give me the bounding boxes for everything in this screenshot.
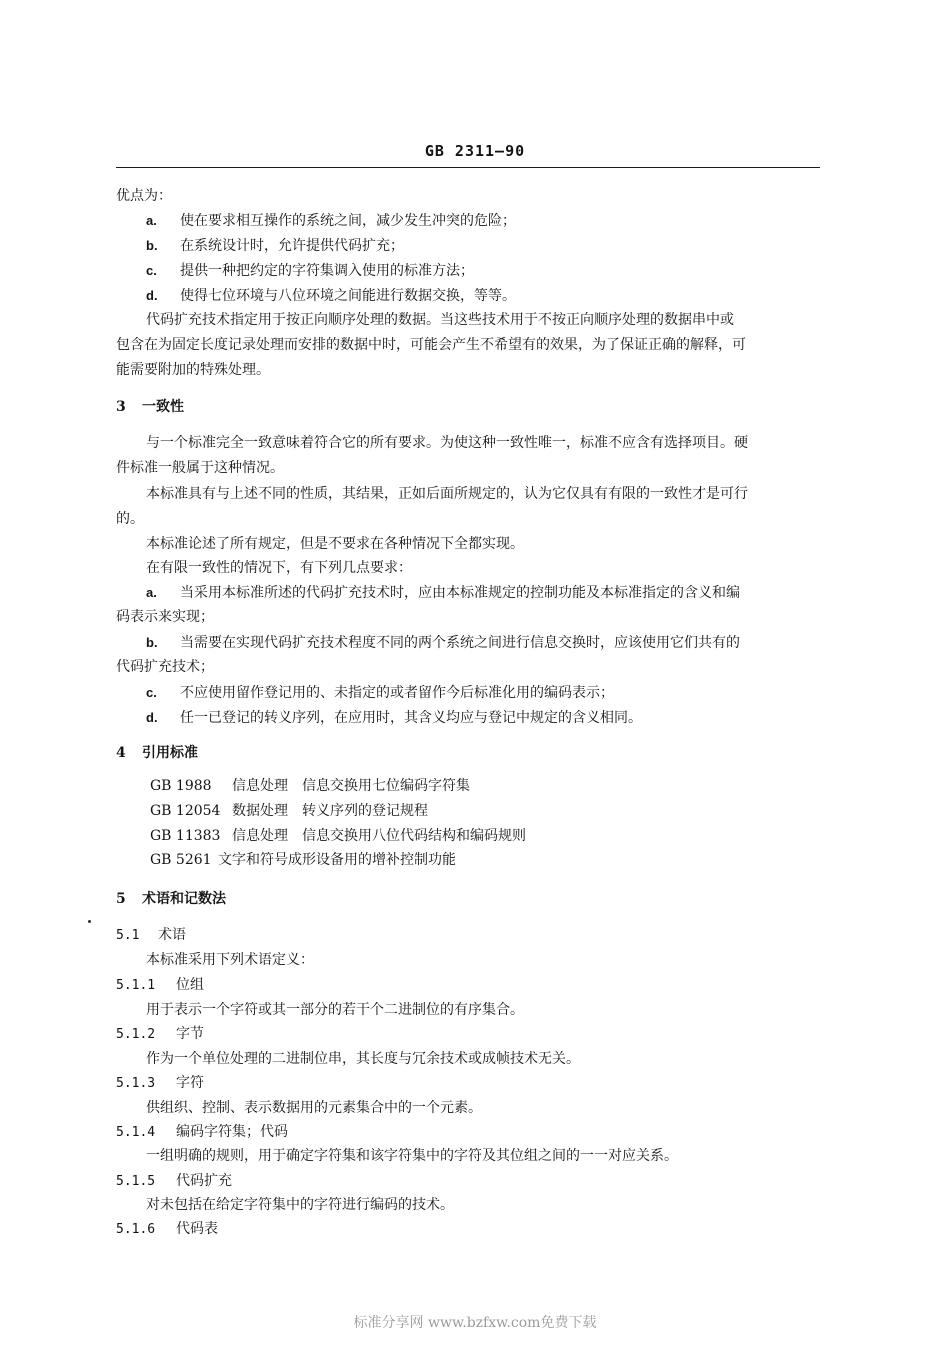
intro-item-c	[146, 258, 474, 284]
intro-item-d	[146, 283, 516, 309]
section-title: 术语和记数法	[142, 891, 226, 907]
term-definition: 用于表示一个字符或其一部分的若干个二进制位的有序集合。	[146, 1002, 524, 1018]
s3-p3: 本标准论述了所有规定，但是不要求在各种情况下全都实现。	[146, 536, 524, 552]
subsection-title: 术语	[158, 927, 186, 943]
item-label: d.	[146, 710, 158, 725]
term-number: 5.1.5	[116, 1174, 156, 1189]
section-title: 引用标准	[142, 745, 198, 761]
item-text: 使在要求相互操作的系统之间，减少发生冲突的危险；	[180, 213, 516, 229]
reference-title: 信息处理 信息交换用八位代码结构和编码规则	[232, 828, 526, 844]
item-label: a.	[146, 585, 157, 600]
reference-code: GB 1988	[150, 778, 212, 794]
item-text: 当需要在实现代码扩充技术程度不同的两个系统之间进行信息交换时，应该使用它们共有的	[180, 635, 740, 651]
s3-p4: 在有限一致性的情况下，有下列几点要求：	[146, 560, 412, 576]
intro-item-b	[146, 233, 404, 259]
item-label: a.	[146, 213, 157, 228]
item-label: d.	[146, 288, 158, 303]
item-label: b.	[146, 635, 158, 650]
term-heading	[116, 1120, 288, 1145]
reference-item	[150, 824, 526, 849]
term-number: 5.1.3	[116, 1076, 156, 1091]
watermark-footer: 标准分享网 www.bzfxw.com免费下载	[353, 1315, 597, 1331]
header-rule	[116, 167, 820, 168]
item-text: 使得七位环境与八位环境之间能进行数据交换，等等。	[180, 288, 516, 304]
item-text: 提供一种把约定的字符集调入使用的标准方法；	[180, 263, 474, 279]
section-4-heading	[116, 741, 198, 766]
section-title: 一致性	[142, 399, 184, 415]
term-number: 5.1.2	[116, 1027, 156, 1042]
item-label: b.	[146, 238, 158, 253]
section-3-heading	[116, 395, 184, 420]
reference-code: GB 5261	[150, 852, 212, 868]
term-title: 代码表	[176, 1221, 218, 1237]
intro-para-line: 代码扩充技术指定用于按正向顺序处理的数据。当这些技术用于不按正向顺序处理的数据串中或	[146, 312, 734, 328]
reference-item	[150, 774, 470, 799]
s3-p1-line: 与一个标准完全一致意味着符合它的所有要求。为使这种一致性唯一，标准不应含有选择项目。硬	[146, 435, 748, 451]
subsection-5-1	[116, 923, 186, 948]
item-text: 不应使用留作登记用的、未指定的或者留作今后标准化用的编码表示；	[180, 685, 614, 701]
s3-item-d	[146, 705, 642, 731]
intro-title: 优点为：	[116, 188, 172, 204]
intro-item-a	[146, 208, 516, 234]
term-definition: 供组织、控制、表示数据用的元素集合中的一个元素。	[146, 1100, 482, 1116]
term-title: 字节	[176, 1026, 204, 1042]
item-text: 任一已登记的转义序列，在应用时，其含义均应与登记中规定的含义相同。	[180, 710, 642, 726]
term-heading	[116, 1071, 204, 1096]
scan-speck	[88, 920, 91, 923]
s3-item-a-cont: 码表示来实现；	[116, 609, 214, 625]
term-title: 代码扩充	[176, 1173, 232, 1189]
term-heading	[116, 1217, 218, 1242]
s3-p2-line: 的。	[116, 511, 144, 527]
term-definition: 作为一个单位处理的二进制位串，其长度与冗余技术或成帧技术无关。	[146, 1051, 580, 1067]
s3-p1-line: 件标准一般属于这种情况。	[116, 460, 284, 476]
page-header: GB 2311—90	[424, 142, 526, 160]
s3-item-a	[146, 580, 740, 606]
reference-title: 文字和符号成形设备用的增补控制功能	[218, 852, 456, 868]
term-title: 字符	[176, 1075, 204, 1091]
reference-item	[150, 848, 456, 873]
item-text: 当采用本标准所述的代码扩充技术时，应由本标准规定的控制功能及本标准指定的含义和编	[180, 585, 740, 601]
s3-item-b-cont: 代码扩充技术；	[116, 659, 214, 675]
section-number: 4	[116, 745, 126, 761]
term-number: 5.1.1	[116, 978, 156, 993]
term-number: 5.1.6	[116, 1222, 156, 1237]
term-definition: 一组明确的规则，用于确定字符集和该字符集中的字符及其位组之间的一一对应关系。	[146, 1148, 678, 1164]
intro-para-line: 能需要附加的特殊处理。	[116, 362, 270, 378]
term-title: 位组	[176, 977, 204, 993]
term-heading	[116, 1022, 204, 1047]
item-text: 在系统设计时，允许提供代码扩充；	[180, 238, 404, 254]
reference-title: 数据处理 转义序列的登记规程	[232, 803, 428, 819]
s3-p2-line: 本标准具有与上述不同的性质，其结果，正如后面所规定的，认为它仅具有有限的一致性才是可行	[146, 486, 748, 502]
intro-para-line: 包含在为固定长度记录处理而安排的数据中时，可能会产生不希望有的效果，为了保证正确的解释，可	[116, 337, 746, 353]
s3-item-b	[146, 630, 740, 656]
section-number: 3	[116, 399, 126, 415]
term-heading	[116, 973, 204, 998]
term-title: 编码字符集；代码	[176, 1124, 288, 1140]
reference-title: 信息处理 信息交换用七位编码字符集	[232, 778, 470, 794]
term-definition: 对未包括在给定字符集中的字符进行编码的技术。	[146, 1197, 454, 1213]
reference-item	[150, 799, 428, 824]
s3-item-c	[146, 680, 614, 706]
reference-code: GB 11383	[150, 828, 221, 844]
term-number: 5.1.4	[116, 1125, 156, 1140]
reference-code: GB 12054	[150, 803, 221, 819]
item-label: c.	[146, 263, 157, 278]
section-number: 5	[116, 891, 126, 907]
section-5-heading	[116, 887, 226, 912]
subsection-number: 5.1	[116, 928, 140, 943]
term-heading	[116, 1169, 232, 1194]
s51-intro: 本标准采用下列术语定义：	[146, 952, 314, 968]
item-label: c.	[146, 685, 157, 700]
